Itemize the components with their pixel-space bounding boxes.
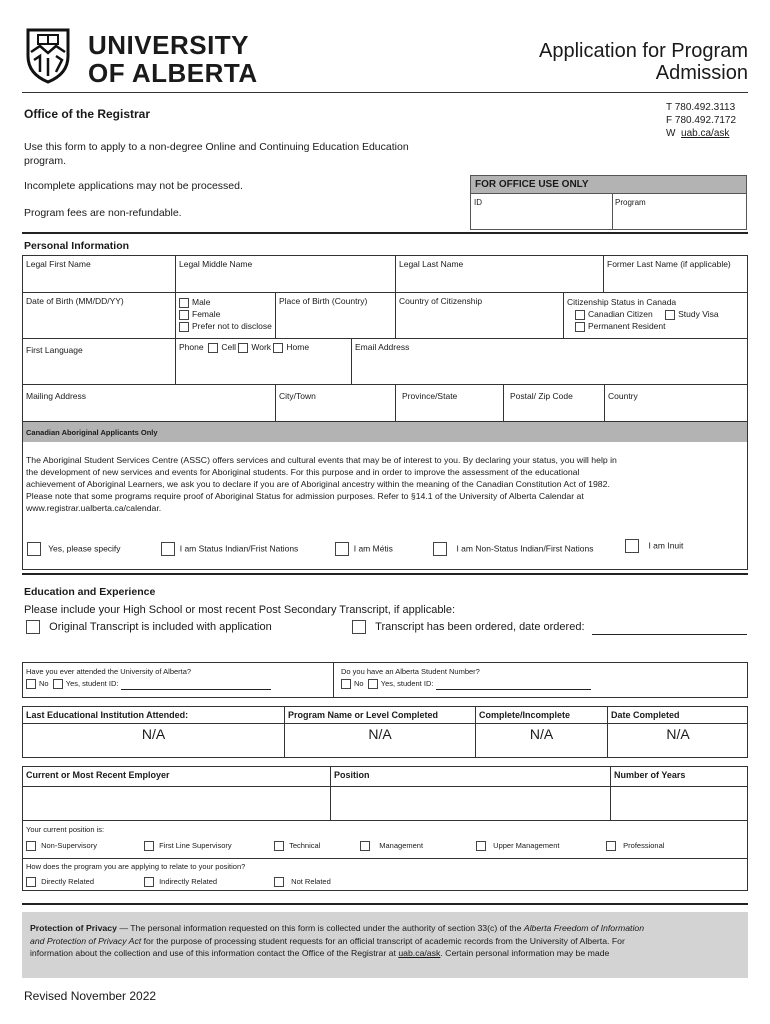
complete-header: Complete/Incomplete	[476, 707, 608, 724]
legal-last-field[interactable]	[396, 256, 604, 293]
citizenship-status-field	[564, 293, 748, 339]
postal-field[interactable]	[504, 385, 605, 422]
indirectly-related-label: Indirectly Related	[159, 877, 218, 886]
position-header: Position	[331, 767, 611, 787]
date-completed-value[interactable]: N/A	[666, 726, 690, 742]
intro-line2: program.	[24, 155, 67, 167]
logo-line2: OF ALBERTA	[88, 58, 258, 88]
logo-line1: UNIVERSITY	[88, 30, 250, 60]
office-use-box	[470, 175, 747, 230]
first-language-label: First Language	[26, 345, 83, 355]
attended-no-checkbox[interactable]	[26, 679, 36, 689]
non-supervisory-checkbox[interactable]	[26, 841, 36, 851]
office-use-title: FOR OFFICE USE ONLY	[471, 176, 746, 194]
phone-number: T 780.492.3113	[666, 102, 736, 113]
metis-checkbox[interactable]	[335, 542, 349, 556]
cell-checkbox[interactable]	[208, 343, 218, 353]
female-checkbox[interactable]	[179, 310, 189, 320]
gender-field	[176, 293, 276, 339]
asn-yes-checkbox[interactable]	[368, 679, 378, 689]
transcript-instruction: Please include your High School or most recent Post Secondary Transcript, if applicable:	[24, 604, 456, 616]
employer-input[interactable]	[23, 787, 331, 821]
date-completed-header: Date Completed	[608, 707, 748, 724]
country-citizenship-label: Country of Citizenship	[399, 296, 483, 306]
inuit-checkbox[interactable]	[625, 539, 639, 553]
canadian-citizen-checkbox[interactable]	[575, 310, 585, 320]
personal-grid	[22, 255, 748, 422]
revised-date: Revised November 2022	[24, 989, 157, 1003]
employment-box	[22, 766, 748, 891]
privacy-link[interactable]: uab.ca/ask	[398, 948, 441, 958]
non-supervisory-label: Non-Supervisory	[41, 841, 97, 850]
privacy-text4: . Certain personal information may be made	[440, 948, 610, 958]
permanent-resident-label: Permanent Resident	[588, 321, 666, 331]
upper-management-checkbox[interactable]	[476, 841, 486, 851]
legal-first-field[interactable]	[23, 256, 176, 293]
dob-field[interactable]	[23, 293, 176, 339]
email-field[interactable]	[352, 339, 748, 385]
last-inst-value[interactable]: N/A	[23, 724, 285, 757]
yes-specify-label: Yes, please specify	[48, 543, 121, 554]
privacy-text2: for the purpose of processing student requests for an official transcript of academic records from the University of Alberta. For	[141, 935, 625, 946]
original-transcript-checkbox[interactable]	[26, 620, 40, 634]
asn-yes-label: Yes, student ID:	[380, 679, 434, 688]
mailing-address-field[interactable]	[23, 385, 276, 422]
aboriginal-para-line2: the development of new services and events for Aboriginal students. For this purpose and in order to improve the assessment of the educational	[26, 467, 580, 477]
web-prefix: W	[666, 128, 676, 139]
status-indian-label: I am Status Indian/Frist Nations	[179, 543, 299, 554]
study-visa-label: Study Visa	[678, 309, 719, 319]
not-related-label: Not Related	[291, 877, 331, 886]
privacy-title: Protection of Privacy	[30, 923, 117, 933]
aboriginal-para-line3: achievement of Aboriginal Learners, we ask you to declare if you are of Aboriginal ancestry within the meaning of the Canadian Constitution Act of 1982.	[26, 479, 610, 489]
legal-middle-field[interactable]	[176, 256, 396, 293]
upper-management-label: Upper Management	[493, 841, 560, 850]
attended-yes-label: Yes, student ID:	[65, 679, 119, 688]
professional-checkbox[interactable]	[606, 841, 616, 851]
home-label: Home	[286, 342, 310, 352]
attended-yes-checkbox[interactable]	[53, 679, 63, 689]
legal-last-label: Legal Last Name	[399, 259, 464, 269]
former-last-label: Former Last Name (if applicable)	[607, 259, 731, 269]
office-use-program: Program	[615, 198, 646, 207]
place-of-birth-field[interactable]	[276, 293, 396, 339]
city-field[interactable]	[276, 385, 396, 422]
current-position-question: Your current position is:	[26, 825, 105, 834]
status-indian-checkbox[interactable]	[161, 542, 175, 556]
program-name-value[interactable]: N/A	[285, 724, 476, 757]
mailing-label: Mailing Address	[26, 391, 87, 401]
directly-related-checkbox[interactable]	[26, 877, 36, 887]
aboriginal-paragraph	[23, 442, 747, 514]
education-section-title: Education and Experience	[24, 586, 156, 598]
yes-specify-checkbox[interactable]	[27, 542, 41, 556]
aboriginal-title: Canadian Aboriginal Applicants Only	[23, 422, 747, 442]
permanent-resident-checkbox[interactable]	[575, 322, 585, 332]
web-link[interactable]: uab.ca/ask	[681, 128, 730, 139]
section-divider	[22, 573, 748, 575]
aboriginal-section	[22, 422, 748, 570]
form-title-line2: Admission	[655, 62, 748, 84]
work-label: Work	[251, 342, 272, 352]
attended-question: Have you ever attended the University of Alberta?	[26, 667, 192, 676]
country-field[interactable]	[605, 385, 748, 422]
male-label: Male	[192, 297, 211, 307]
dob-label: Date of Birth (MM/DD/YY)	[26, 296, 124, 306]
privacy-text1: — The personal information requested on this form is collected under the authority of section 33(c) of the	[116, 923, 524, 933]
privacy-act-name2: and Protection of Privacy Act	[30, 935, 142, 946]
complete-value[interactable]: N/A	[476, 724, 608, 757]
asn-input[interactable]	[436, 689, 591, 690]
prefer-not-checkbox[interactable]	[179, 322, 189, 332]
form-title-line1: Application for Program	[539, 40, 748, 62]
management-label: Management	[379, 841, 424, 850]
female-label: Female	[192, 309, 221, 319]
directly-related-label: Directly Related	[41, 877, 95, 886]
asn-no-checkbox[interactable]	[341, 679, 351, 689]
education-table	[22, 706, 748, 758]
transcript-options	[26, 620, 748, 640]
indirectly-related-checkbox[interactable]	[144, 877, 154, 887]
first-line-checkbox[interactable]	[144, 841, 154, 851]
intro-line1: Use this form to apply to a non-degree Online and Continuing Education Education	[24, 141, 409, 153]
section-divider	[22, 903, 748, 905]
privacy-text3: information about the collection and use of this information contact the Office of the Registrar at	[30, 948, 399, 958]
professional-label: Professional	[623, 841, 665, 850]
country-label: Country	[608, 391, 638, 401]
employment-divider	[23, 858, 747, 859]
program-name-header: Program Name or Level Completed	[285, 707, 476, 724]
university-crest-logo	[24, 26, 72, 84]
metis-label: I am Métis	[353, 543, 393, 554]
inuit-label: I am Inuit	[648, 540, 684, 551]
technical-label: Technical	[289, 841, 321, 850]
former-last-field[interactable]	[604, 256, 748, 293]
office-name: Office of the Registrar	[24, 107, 151, 121]
student-id-input[interactable]	[121, 689, 271, 690]
years-header: Number of Years	[611, 767, 748, 787]
first-line-label: First Line Supervisory	[159, 841, 232, 850]
phone-label: Phone	[179, 342, 204, 352]
work-checkbox[interactable]	[238, 343, 248, 353]
male-checkbox[interactable]	[179, 298, 189, 308]
first-language-field[interactable]	[23, 339, 176, 385]
non-status-label: I am Non-Status Indian/First Nations	[456, 543, 594, 554]
study-visa-checkbox[interactable]	[665, 310, 675, 320]
canadian-citizen-label: Canadian Citizen	[588, 309, 653, 319]
non-status-checkbox[interactable]	[433, 542, 447, 556]
incomplete-note: Incomplete applications may not be processed.	[24, 180, 243, 192]
province-field[interactable]	[396, 385, 504, 422]
attended-box	[22, 662, 748, 698]
aboriginal-options	[27, 542, 745, 558]
management-checkbox[interactable]	[360, 841, 370, 851]
aboriginal-para-line5: www.registrar.ualberta.ca/calendar.	[26, 503, 162, 513]
phone-field[interactable]	[176, 339, 352, 385]
last-inst-header: Last Educational Institution Attended:	[23, 707, 285, 724]
header-divider	[22, 92, 748, 93]
asn-no-label: No	[354, 679, 364, 688]
date-ordered-input[interactable]	[592, 634, 747, 635]
transcript-ordered-label: Transcript has been ordered, date ordered:	[375, 620, 585, 633]
asn-question: Do you have an Alberta Student Number?	[341, 667, 480, 676]
privacy-notice	[22, 912, 748, 978]
relate-question: How does the program you are applying to relate to your position?	[26, 862, 246, 871]
attended-no-label: No	[39, 679, 49, 688]
cell-label: Cell	[221, 342, 236, 352]
not-related-checkbox[interactable]	[274, 877, 284, 887]
personal-section-title: Personal Information	[24, 240, 130, 252]
office-use-id: ID	[474, 198, 482, 207]
office-use-divider	[612, 194, 613, 230]
home-checkbox[interactable]	[273, 343, 283, 353]
city-label: City/Town	[279, 391, 316, 401]
position-input[interactable]	[331, 787, 611, 821]
aboriginal-para-line1: The Aboriginal Student Services Centre (ASSC) offers services and cultural events that may be of interest to you. By declaring your status, you will help in	[26, 455, 617, 465]
original-transcript-label: Original Transcript is included with application	[49, 620, 272, 633]
province-label: Province/State	[402, 391, 458, 401]
employer-header: Current or Most Recent Employer	[23, 767, 331, 787]
aboriginal-para-line4: Please note that some programs require proof of Aboriginal Status for admission purposes. Refer to §14.1 of the University of Alberta Calendar at	[26, 491, 584, 501]
country-citizenship-field[interactable]	[396, 293, 564, 339]
contact-block	[666, 101, 736, 140]
citizenship-status-label: Citizenship Status in Canada	[567, 297, 677, 307]
section-divider	[22, 232, 748, 234]
legal-middle-label: Legal Middle Name	[179, 259, 253, 269]
transcript-ordered-checkbox[interactable]	[352, 620, 366, 634]
fees-note: Program fees are non-refundable.	[24, 207, 182, 219]
place-of-birth-label: Place of Birth (Country)	[279, 296, 368, 306]
prefer-not-label: Prefer not to disclose	[192, 321, 272, 331]
technical-checkbox[interactable]	[274, 841, 284, 851]
legal-first-label: Legal First Name	[26, 259, 91, 269]
fax-number: F 780.492.7172	[666, 115, 737, 126]
email-label: Email Address	[355, 342, 410, 352]
years-input[interactable]	[611, 787, 748, 821]
privacy-act-name1: Alberta Freedom of Information	[523, 923, 645, 933]
postal-label: Postal/ Zip Code	[510, 391, 573, 401]
